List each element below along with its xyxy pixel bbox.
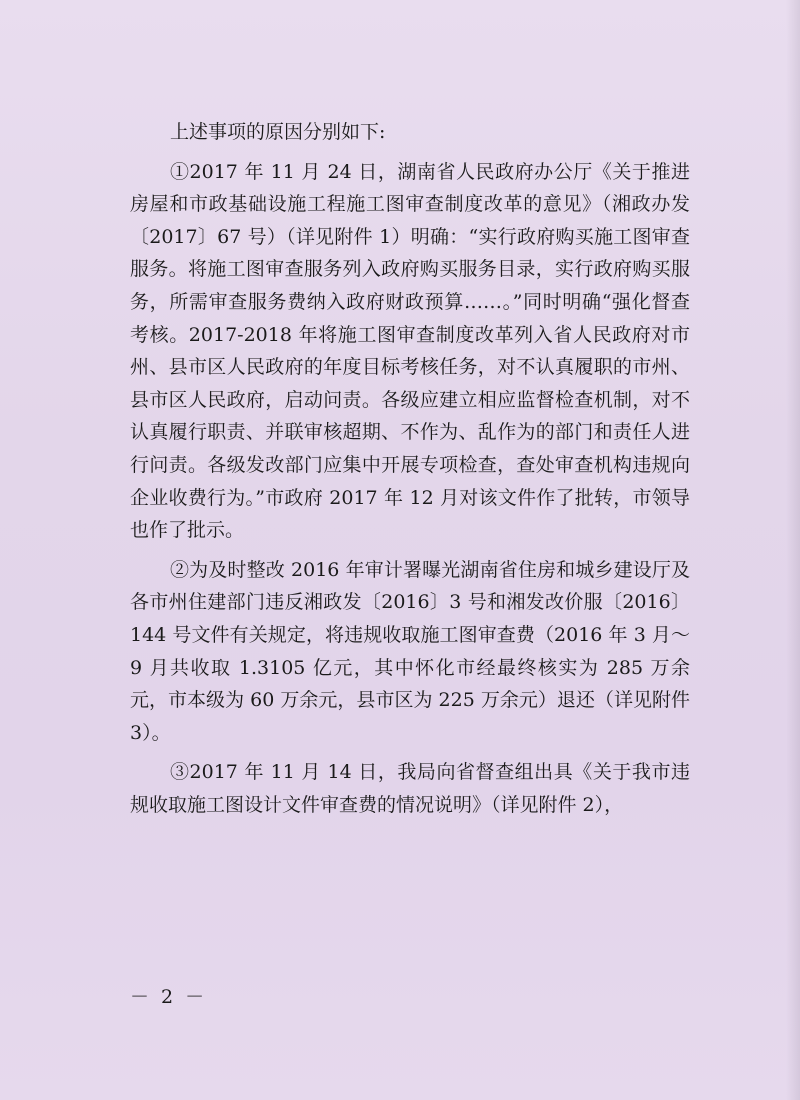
paragraph-item-3: ③2017 年 11 月 14 日，我局向省督查组出具《关于我市违规收取施工图设计文件审查费的情况说明》（详见附件 2）， <box>130 761 690 816</box>
paragraph-gap <box>130 547 690 554</box>
paragraph-intro: 上述事项的原因分别如下: <box>170 121 386 143</box>
paragraph-item-1: ①2017 年 11 月 24 日，湖南省人民政府办公厅《关于推进房屋和市政基础设施工程施工图审查制度改革的意见》（湘政办发〔2017〕67 号）（详见附件 1）明确：“实行政府购买施工图审查服务。将施工图审查服务列入政府购买服务目录，实行政府购买服务，所需审查服务费纳入政府财政预算……。”同时明确“强化督查考核。2017-2018 年将施工图审查制度改革列入省人民政府对市州、县市区人民政府的年度目标考核任务，对不认真履职的市州、县市区人民政府，启动问责。各级应建立相应监督检查机制，对不认真履行职责、并联审核超期、不作为、乱作为的部门和责任人进行问责。各级发改部门应集中开展专项检查，查处审查机构违规向企业收费行为。”市政府 2017 年 12 月对该文件作了批转，市领导也作了批示。 <box>130 160 690 542</box>
paragraph-item-2: ②为及时整改 2016 年审计署曝光湖南省住房和城乡建设厅及各市州住建部门违反湘政发〔2016〕3 号和湘发改价服〔2016〕144 号文件有关规定，将违规收取施工图审查费（2016 年 3 月～9 月共收取 1.3105 亿元，其中怀化市经最终核实为 285 万余元，市本级为 60 万余元，县市区为 225 万余元）退还（详见附件 3）。 <box>130 558 690 744</box>
paragraph-gap <box>130 149 690 156</box>
document-body <box>130 116 690 821</box>
page-number: － 2 － <box>130 986 208 1008</box>
paragraph-gap <box>130 749 690 756</box>
scan-edge-shadow <box>786 0 800 1100</box>
